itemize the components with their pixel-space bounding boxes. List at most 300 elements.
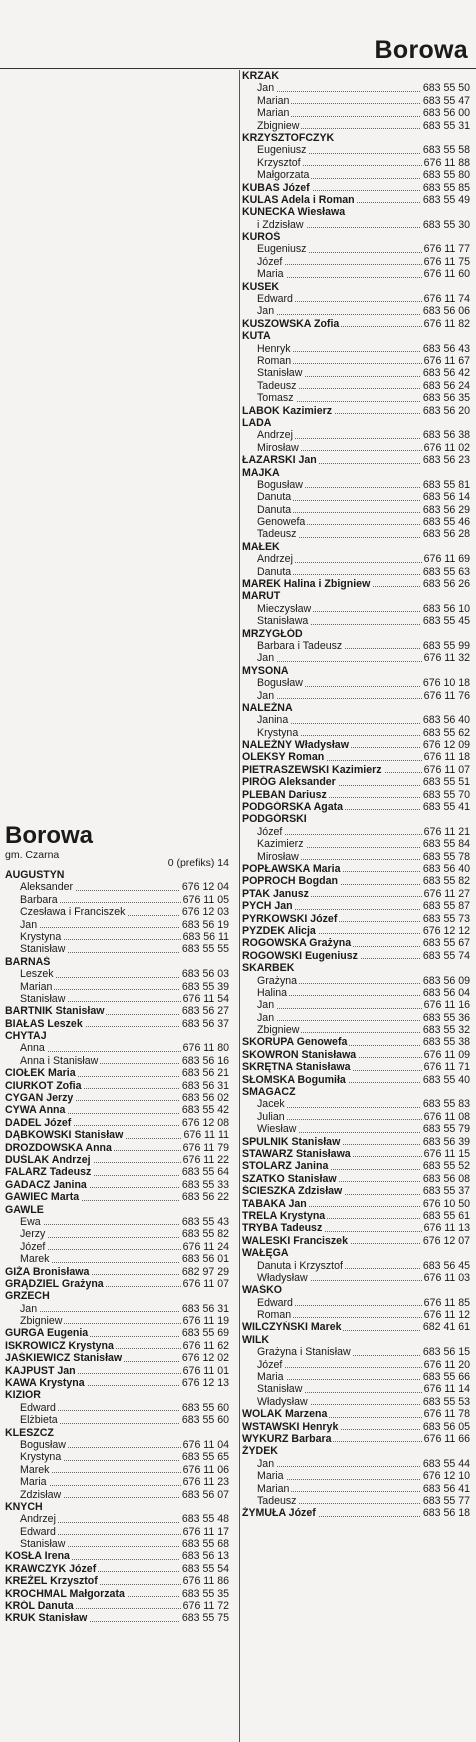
listing-phone-number: 683 55 39 (181, 980, 229, 993)
listing-row (5, 1451, 229, 1463)
listing-first-name: Mieczysław (242, 603, 313, 615)
listing-name: WAŚKO (242, 1284, 283, 1297)
listing-row (242, 95, 470, 107)
listing-phone-number: 683 55 37 (422, 1185, 470, 1198)
listing-first-name: Jan (242, 1012, 276, 1024)
listing-name: CHYTAJ (5, 1030, 47, 1043)
listing-row (242, 801, 470, 813)
listing-name: TRYBA Tadeusz (242, 1222, 323, 1235)
listing-first-name: Henryk (242, 343, 293, 355)
listing-phone-number: 683 56 20 (422, 404, 470, 417)
listing-phone-number: 683 55 81 (422, 478, 470, 491)
listing-row (242, 318, 470, 330)
listing-row (5, 931, 229, 943)
listing-phone-number: 683 56 39 (422, 1135, 470, 1148)
listing-row (5, 1055, 229, 1067)
listing-phone-number: 683 55 52 (422, 1160, 470, 1173)
listing-row (242, 1235, 470, 1247)
listing-row (242, 491, 470, 503)
listing-first-name: Bogusław (242, 479, 305, 491)
listing-phone-number: 683 56 27 (181, 1005, 229, 1018)
listing-row (242, 1049, 470, 1061)
listing-name: SZATKO Stanisław (242, 1172, 337, 1185)
listing-phone-number: 683 55 68 (181, 1538, 229, 1551)
listing-name: GAWIEC Marta (5, 1191, 80, 1204)
listing-row (242, 851, 470, 863)
listing-phone-number: 676 11 19 (182, 1315, 229, 1328)
listing-row (242, 1012, 470, 1024)
listing-first-name: Jan (5, 919, 39, 931)
listing-phone-number: 676 11 80 (182, 1042, 229, 1055)
listing-row (242, 925, 470, 937)
listing-first-name: Maria (242, 268, 286, 280)
listing-name: GRZECH (5, 1290, 50, 1303)
listing-name: GIŻA Bronisława (5, 1265, 90, 1278)
listing-first-name: Eugeniusz (242, 243, 308, 255)
listing-phone-number: 676 11 16 (423, 999, 470, 1012)
listing-surname-heading (242, 541, 470, 553)
listing-first-name: Tadeusz (242, 1495, 298, 1507)
listing-row (242, 1371, 470, 1383)
listing-name: MAŁEK (242, 540, 280, 553)
listing-first-name: Krystyna (5, 931, 63, 943)
listing-row (5, 1476, 229, 1488)
listing-row (242, 182, 470, 194)
listing-row (5, 1080, 229, 1092)
listing-name: PIETRASZEWSKI Kazimierz (242, 763, 382, 776)
listing-name: PYCH Jan (242, 900, 293, 913)
listing-first-name: Danuta (242, 566, 293, 578)
listing-first-name: Tomasz (242, 392, 296, 404)
listing-phone-number: 676 11 12 (423, 1309, 470, 1322)
listing-first-name: Mirosław (242, 851, 301, 863)
listing-first-name: Bogusław (242, 677, 305, 689)
listing-row (242, 838, 470, 850)
listing-row (242, 1136, 470, 1148)
listing-row (242, 739, 470, 751)
listing-row (242, 1483, 470, 1495)
listing-name: POPŁAWSKA Maria (242, 863, 341, 875)
listing-phone-number: 683 56 01 (181, 1253, 229, 1266)
listing-surname-heading (242, 813, 470, 825)
listing-row (242, 553, 470, 565)
listing-row (242, 454, 470, 466)
listing-phone-number: 676 12 10 (422, 1470, 470, 1483)
listing-row (5, 1042, 229, 1054)
listing-row (242, 219, 470, 231)
listing-phone-number: 683 55 54 (181, 1562, 229, 1575)
listing-row (242, 1272, 470, 1284)
listing-phone-number: 683 55 55 (181, 943, 229, 956)
listing-row (5, 1414, 229, 1426)
listing-name: KIZIOR (5, 1389, 41, 1402)
listing-phone-number: 676 12 08 (181, 1116, 229, 1129)
listing-row (242, 789, 470, 801)
listing-phone-number: 683 55 41 (422, 801, 470, 814)
listing-phone-number: 676 11 03 (423, 1271, 470, 1284)
listing-row (242, 566, 470, 578)
listing-name: KNYCH (5, 1500, 43, 1513)
listing-phone-number: 683 55 87 (422, 900, 470, 913)
listing-name: PIRÓG Aleksander (242, 776, 336, 789)
listing-first-name: Roman (242, 355, 293, 367)
listing-row (5, 1117, 229, 1129)
listing-first-name: Bogusław (5, 1439, 68, 1451)
listing-row (242, 1433, 470, 1445)
listing-row (242, 1123, 470, 1135)
listing-phone-number: 676 11 77 (423, 243, 470, 256)
listing-row (242, 82, 470, 94)
listing-phone-number: 676 11 72 (182, 1600, 229, 1613)
listing-row (5, 894, 229, 906)
listing-first-name: Aleksander (5, 881, 75, 893)
listing-phone-number: 683 55 35 (181, 1587, 229, 1600)
listing-phone-number: 676 11 18 (423, 751, 470, 764)
listing-name: OLEKSY Roman (242, 751, 325, 764)
listing-name: WILCZYŃSKI Marek (242, 1321, 342, 1334)
listing-name: LADA (242, 416, 272, 429)
listing-name: NALEŹNY Władysław (242, 739, 349, 752)
listing-phone-number: 683 56 42 (422, 367, 470, 380)
listing-first-name: Tadeusz (242, 528, 298, 540)
listing-phone-number: 683 55 84 (422, 838, 470, 851)
listing-row (242, 826, 470, 838)
listing-phone-number: 683 56 13 (181, 1550, 229, 1563)
listing-row (242, 999, 470, 1011)
listing-first-name: Jan (242, 1458, 276, 1470)
listing-phone-number: 676 12 02 (181, 1352, 229, 1365)
listing-row (5, 1563, 229, 1575)
listing-phone-number: 683 56 15 (422, 1346, 470, 1359)
listing-name: KRAWCZYK Józef (5, 1562, 97, 1575)
listing-first-name: Jan (5, 1303, 39, 1315)
listing-phone-number: 676 11 75 (423, 255, 470, 268)
listing-name: CIOŁEK Maria (5, 1067, 76, 1080)
listing-surname-heading (242, 1334, 470, 1346)
listing-phone-number: 683 55 73 (422, 912, 470, 925)
listing-row (242, 268, 470, 280)
listing-name: WILK (242, 1333, 270, 1346)
listing-first-name: Anna i Stanisław (5, 1055, 100, 1067)
listing-phone-number: 676 10 18 (422, 677, 470, 690)
listing-first-name: Stanisław (242, 1383, 304, 1395)
listing-first-name: Marian (242, 95, 291, 107)
listing-phone-number: 683 55 75 (181, 1612, 229, 1625)
listing-name: KAJPUST Jan (5, 1364, 76, 1377)
listing-name: MAJKA (242, 466, 280, 479)
listing-row (242, 528, 470, 540)
listing-row (242, 1495, 470, 1507)
listing-surname-heading (5, 1030, 229, 1042)
listing-first-name: Józef (242, 256, 284, 268)
listing-phone-number: 676 11 06 (182, 1463, 229, 1476)
listing-first-name: Barbara (5, 894, 60, 906)
listing-name: KUTA (242, 330, 271, 343)
listing-phone-number: 683 55 46 (422, 516, 470, 529)
listing-phone-number: 683 55 64 (181, 1166, 229, 1179)
listing-row (242, 578, 470, 590)
listing-phone-number: 676 11 17 (182, 1525, 229, 1538)
listing-phone-number: 676 11 78 (423, 1408, 470, 1421)
listing-phone-number: 683 56 37 (181, 1017, 229, 1030)
listing-first-name: Barbara i Tadeusz (242, 640, 344, 652)
listing-phone-number: 683 55 43 (181, 1215, 229, 1228)
listing-phone-number: 683 55 33 (181, 1178, 229, 1191)
listing-first-name: Kazimierz (242, 838, 306, 850)
listing-phone-number: 683 56 04 (422, 986, 470, 999)
listing-phone-number: 683 56 06 (422, 305, 470, 318)
listing-row (242, 1396, 470, 1408)
listing-name: STOLARZ Janina (242, 1160, 329, 1173)
listing-name: DROZDOWSKA Anna (5, 1141, 112, 1154)
listing-row (242, 1185, 470, 1197)
listing-name: KOSŁA Irena (5, 1550, 70, 1563)
section-subtitle: gm. Czarna (5, 849, 60, 861)
listing-surname-heading (242, 1284, 470, 1296)
listing-row (5, 1191, 229, 1203)
listing-surname-heading (242, 665, 470, 677)
listing-name: MARUT (242, 590, 281, 603)
listing-row (242, 1098, 470, 1110)
listing-name: AUGUSTYN (5, 869, 65, 881)
listing-row (242, 1383, 470, 1395)
listing-row (5, 1600, 229, 1612)
listing-first-name: Mirosław (242, 442, 301, 454)
listing-phone-number: 683 55 48 (181, 1513, 229, 1526)
listing-phone-number: 676 11 23 (182, 1476, 229, 1489)
listing-name: SKARBEK (242, 962, 295, 975)
listing-row (242, 367, 470, 379)
listing-first-name: Andrzej (242, 553, 295, 565)
listing-phone-number: 682 97 29 (181, 1265, 229, 1278)
listing-first-name: Stanisław (5, 943, 67, 955)
listing-name: WSTAWSKI Henryk (242, 1420, 339, 1433)
listing-first-name: Jan (242, 82, 276, 94)
listing-phone-number: 683 55 44 (422, 1457, 470, 1470)
listing-first-name: Maria (5, 1476, 49, 1488)
listing-row (5, 1315, 229, 1327)
listing-phone-number: 676 11 86 (182, 1575, 229, 1588)
listing-column-right (242, 70, 470, 1520)
listing-phone-number: 683 56 40 (422, 714, 470, 727)
listing-name: CIURKOT Zofia (5, 1079, 82, 1092)
listing-row (242, 429, 470, 441)
listing-column-left (5, 869, 229, 1625)
listing-phone-number: 683 56 22 (181, 1191, 229, 1204)
listing-row (242, 355, 470, 367)
listing-phone-number: 683 55 50 (422, 82, 470, 95)
listing-phone-number: 676 11 74 (423, 293, 470, 306)
listing-surname-heading (5, 869, 229, 881)
listing-row (242, 157, 470, 169)
listing-surname-heading (5, 1427, 229, 1439)
listing-row (242, 1321, 470, 1333)
listing-row (242, 776, 470, 788)
listing-name: SPULNIK Stanisław (242, 1135, 341, 1148)
listing-row (242, 1297, 470, 1309)
listing-name: ŚCIESZKA Zdzisław (242, 1185, 343, 1198)
listing-surname-heading (5, 1204, 229, 1216)
listing-row (242, 1074, 470, 1086)
listing-phone-number: 683 56 18 (422, 1507, 470, 1520)
listing-phone-number: 683 55 65 (181, 1451, 229, 1464)
listing-surname-heading (242, 628, 470, 640)
listing-first-name: Edward (5, 1526, 58, 1538)
listing-name: STAWARZ Stanisława (242, 1147, 351, 1160)
listing-name: SKORUPA Genowefa (242, 1036, 348, 1049)
listing-row (5, 1142, 229, 1154)
listing-phone-number: 676 11 20 (423, 1358, 470, 1371)
listing-name: KRÓL Danuta (5, 1600, 74, 1613)
listing-phone-number: 676 11 66 (423, 1432, 470, 1445)
listing-row (5, 1005, 229, 1017)
listing-surname-heading (242, 206, 470, 218)
listing-phone-number: 683 56 24 (422, 379, 470, 392)
listing-row (242, 1222, 470, 1234)
listing-row (5, 906, 229, 918)
listing-name: PYZDEK Alicja (242, 924, 316, 937)
listing-phone-number: 683 56 26 (422, 578, 470, 591)
listing-name: PTAK Janusz (242, 887, 309, 900)
listing-phone-number: 676 11 32 (423, 652, 470, 665)
listing-surname-heading (242, 1445, 470, 1457)
listing-phone-number: 676 11 05 (182, 893, 229, 906)
listing-first-name: Małgorzata (242, 169, 311, 181)
listing-first-name: Edward (242, 1297, 295, 1309)
listing-row (5, 1179, 229, 1191)
listing-row (5, 1340, 229, 1352)
listing-phone-number: 676 11 85 (423, 1296, 470, 1309)
listing-first-name: Czesława i Franciszek (5, 906, 127, 918)
listing-surname-heading (242, 467, 470, 479)
listing-phone-number: 683 55 51 (422, 776, 470, 789)
listing-phone-number: 683 55 82 (422, 875, 470, 888)
listing-first-name: Krzysztof (242, 157, 303, 169)
listing-phone-number: 683 55 77 (422, 1494, 470, 1507)
listing-surname-heading (5, 1389, 229, 1401)
listing-row (5, 1266, 229, 1278)
listing-name: SMAGACZ (242, 1086, 296, 1099)
listing-phone-number: 683 55 61 (422, 1209, 470, 1222)
listing-phone-number: 683 56 00 (422, 107, 470, 120)
listing-phone-number: 676 11 13 (423, 1222, 470, 1235)
listing-phone-number: 683 55 42 (181, 1104, 229, 1117)
section-title: Borowa (5, 822, 94, 849)
listing-first-name: Danuta (242, 504, 293, 516)
listing-first-name: Andrzej (5, 1513, 58, 1525)
listing-first-name: Jan (242, 999, 276, 1011)
listing-first-name: Anna (5, 1042, 47, 1054)
listing-row (242, 243, 470, 255)
listing-phone-number: 683 56 35 (422, 392, 470, 405)
listing-row (242, 1408, 470, 1420)
listing-first-name: Genowefa (242, 516, 307, 528)
listing-name: WAŁĘGA (242, 1247, 289, 1260)
listing-name: POPROCH Bogdan (242, 875, 338, 888)
listing-phone-number: 676 11 76 (423, 689, 470, 702)
listing-row (242, 442, 470, 454)
listing-first-name: Zbigniew (5, 1315, 64, 1327)
listing-phone-number: 683 56 02 (181, 1092, 229, 1105)
listing-first-name: Marian (5, 981, 54, 993)
listing-first-name: Julian (242, 1111, 287, 1123)
listing-row (5, 968, 229, 980)
listing-first-name: Grażyna (242, 975, 299, 987)
listing-phone-number: 676 11 67 (423, 354, 470, 367)
listing-row (242, 107, 470, 119)
listing-row (242, 1198, 470, 1210)
listing-name: KREŻEL Krzysztof (5, 1575, 98, 1588)
listing-phone-number: 676 11 62 (182, 1339, 229, 1352)
listing-name: ŻYDEK (242, 1445, 278, 1458)
listing-row (242, 937, 470, 949)
listing-phone-number: 676 12 13 (181, 1377, 229, 1390)
listing-name: KROCHMAL Małgorzata (5, 1587, 125, 1600)
listing-row (5, 1489, 229, 1501)
listing-phone-number: 676 11 60 (423, 268, 470, 281)
listing-row (242, 640, 470, 652)
listing-name: MRZYGŁÓD (242, 627, 303, 640)
listing-row (242, 1173, 470, 1185)
listing-first-name: Tadeusz (242, 380, 298, 392)
listing-phone-number: 676 11 82 (423, 317, 470, 330)
listing-phone-number: 676 11 21 (423, 825, 470, 838)
listing-name: PLEBAN Dariusz (242, 788, 327, 801)
listing-phone-number: 676 11 04 (182, 1438, 229, 1451)
listing-surname-heading (242, 281, 470, 293)
listing-phone-number: 683 55 60 (181, 1401, 229, 1414)
listing-phone-number: 683 55 58 (422, 144, 470, 157)
listing-row (242, 975, 470, 987)
listing-first-name: Krystyna (5, 1451, 63, 1463)
listing-name: PODGÓRSKI (242, 813, 307, 826)
listing-row (5, 1278, 229, 1290)
listing-name: ŁAZARSKI Jan (242, 454, 317, 467)
listing-row (242, 1309, 470, 1321)
listing-row (242, 293, 470, 305)
listing-phone-number: 683 56 21 (181, 1067, 229, 1080)
listing-phone-number: 676 11 88 (423, 156, 470, 169)
listing-phone-number: 683 55 49 (422, 193, 470, 206)
listing-surname-heading (242, 417, 470, 429)
listing-phone-number: 683 55 78 (422, 850, 470, 863)
listing-row (242, 727, 470, 739)
listing-name: KUSEK (242, 280, 280, 293)
listing-row (242, 1061, 470, 1073)
listing-phone-number: 683 55 70 (422, 788, 470, 801)
listing-phone-number: 683 55 80 (422, 169, 470, 182)
listing-first-name: Elżbieta (5, 1414, 60, 1426)
listing-phone-number: 676 12 09 (422, 739, 470, 752)
listing-phone-number: 683 55 67 (422, 937, 470, 950)
listing-first-name: Jan (242, 690, 276, 702)
listing-first-name: Zbigniew (242, 120, 301, 132)
listing-row (242, 1036, 470, 1048)
listing-row (5, 1575, 229, 1587)
listing-surname-heading (5, 1290, 229, 1302)
listing-surname-heading (5, 956, 229, 968)
listing-row (5, 881, 229, 893)
listing-surname-heading (242, 1086, 470, 1098)
listing-first-name: Marek (5, 1253, 51, 1265)
listing-phone-number: 683 56 23 (422, 454, 470, 467)
listing-phone-number: 683 55 99 (422, 639, 470, 652)
listing-row (5, 1327, 229, 1339)
listing-row (5, 1612, 229, 1624)
listing-surname-heading (242, 132, 470, 144)
header-rule (0, 68, 476, 69)
listing-phone-number: 683 56 28 (422, 528, 470, 541)
